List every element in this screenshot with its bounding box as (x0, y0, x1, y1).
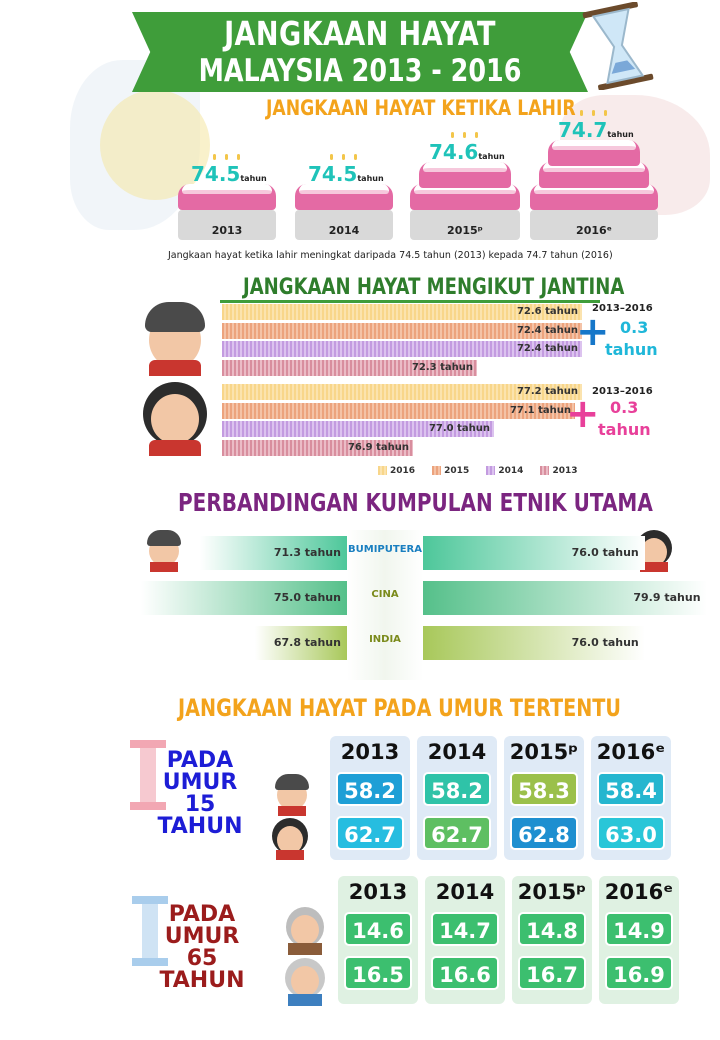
legend-item-2015: 2015 (432, 466, 469, 476)
ethnic-group-label: BUMIPUTERA (348, 544, 422, 555)
candle-flame-icon (237, 154, 240, 160)
table-cell: 14.8 (518, 912, 586, 946)
age15-female-avatar (268, 816, 312, 860)
cake-year-label: 2016ᵉ (576, 224, 612, 237)
candle-flame-icon (213, 154, 216, 160)
birth-note: Jangkaan hayat ketika lahir meningkat daripada 74.5 tahun (2013) kepada 74.7 tahun (2016) (168, 250, 613, 261)
male-change-period: 2013–2016 (592, 303, 653, 314)
table-cell: 63.0 (597, 816, 665, 850)
candle-flame-icon (580, 110, 583, 116)
ethnic-male-bar: 71.3 tahun (200, 536, 347, 570)
gender-bar: 72.4 tahun (222, 341, 582, 357)
candle-flame-icon (354, 154, 357, 160)
gender-section-title: JANGKAAN HAYAT MENGIKUT JANTINA (243, 275, 625, 300)
cake-value-number: 74.7 (558, 118, 608, 142)
year-header: 2015ᵖ (517, 880, 587, 904)
gender-bar: 72.3 tahun (222, 360, 477, 376)
candle-flame-icon (463, 132, 466, 138)
age65-male-avatar (282, 905, 328, 955)
table-cell: 16.9 (605, 956, 673, 990)
cake-value-unit: tahun (607, 130, 634, 139)
gender-bar: 72.4 tahun (222, 323, 582, 339)
candle-flame-icon (225, 154, 228, 160)
candle-flame-icon (342, 154, 345, 160)
birth-section-title: JANGKAAN HAYAT KETIKA LAHIR (266, 96, 576, 120)
cake-value (191, 162, 267, 186)
candle-flame-icon (475, 132, 478, 138)
cake-value-unit: tahun (478, 152, 505, 161)
ethnic-group-label: CINA (371, 589, 399, 600)
gender-title-underline (220, 300, 600, 303)
candle-flame-icon (330, 154, 333, 160)
cake-year-label: 2013 (211, 224, 243, 237)
cake-year-label: 2014 (328, 224, 360, 237)
gender-bar: 77.2 tahun (222, 384, 582, 400)
female-change-period: 2013–2016 (592, 386, 653, 397)
table-cell: 16.7 (518, 956, 586, 990)
cake-value (308, 162, 384, 186)
age-section-title: JANGKAAN HAYAT PADA UMUR TERTENTU (178, 694, 621, 722)
male-plus-icon: + (576, 309, 610, 355)
male-change-value: 0.3 (620, 318, 649, 337)
cake-value-unit: tahun (240, 174, 267, 183)
table-cell: 58.4 (597, 772, 665, 806)
table-cell: 62.8 (510, 816, 578, 850)
age65-female-avatar (282, 956, 328, 1006)
candle-flame-icon (604, 110, 607, 116)
candle-flame-icon (592, 110, 595, 116)
cake-value-unit: tahun (357, 174, 384, 183)
gender-bar: 77.0 tahun (222, 421, 494, 437)
table-cell: 62.7 (336, 816, 404, 850)
year-header: 2016ᵉ (604, 880, 674, 904)
age15-male-avatar (270, 772, 314, 816)
table-cell: 16.6 (431, 956, 499, 990)
female-change-unit: tahun (598, 420, 651, 439)
cake-value-number: 74.5 (191, 162, 241, 186)
year-header: 2013 (340, 740, 400, 764)
table-cell: 58.2 (336, 772, 404, 806)
ethnic-male-avatar (142, 528, 186, 572)
cake-value (429, 140, 505, 164)
year-header: 2015ᵖ (509, 740, 579, 764)
gender-bar: 72.6 tahun (222, 304, 582, 320)
gender-bar: 76.9 tahun (222, 440, 413, 456)
gender-legend (378, 458, 590, 477)
legend-item-2016: 2016 (378, 466, 415, 476)
table-cell: 58.3 (510, 772, 578, 806)
ethnic-male-bar: 67.8 tahun (255, 626, 347, 660)
ethnic-female-bar: 79.9 tahun (423, 581, 707, 615)
year-header: 2014 (427, 740, 487, 764)
table-cell: 14.6 (344, 912, 412, 946)
male-change-unit: tahun (605, 340, 658, 359)
table-cell: 58.2 (423, 772, 491, 806)
year-header: 2013 (348, 880, 408, 904)
page-title: JANGKAAN HAYAT (224, 14, 496, 53)
hourglass-icon (578, 2, 658, 90)
page-subtitle: MALAYSIA 2013 - 2016 (198, 53, 522, 89)
cake-value-number: 74.5 (308, 162, 358, 186)
year-header: 2014 (435, 880, 495, 904)
table-cell: 14.7 (431, 912, 499, 946)
female-avatar (135, 378, 215, 458)
cake-value (558, 118, 634, 142)
male-avatar (135, 298, 215, 378)
age15-label: PADA UMUR 15 TAHUN (157, 748, 243, 839)
legend-item-2014: 2014 (486, 466, 523, 476)
table-cell: 16.5 (344, 956, 412, 990)
year-header: 2016ᵉ (596, 740, 666, 764)
ethnic-female-bar: 76.0 tahun (423, 536, 645, 570)
cake-year-label: 2015ᵖ (447, 224, 483, 237)
ethnic-group-label: INDIA (369, 634, 401, 645)
gender-bar: 77.1 tahun (222, 403, 575, 419)
table-cell: 14.9 (605, 912, 673, 946)
age65-label: PADA UMUR 65 TAHUN (159, 902, 245, 993)
cake-value-number: 74.6 (429, 140, 479, 164)
legend-item-2013: 2013 (540, 466, 577, 476)
ethnic-section-title: PERBANDINGAN KUMPULAN ETNIK UTAMA (178, 488, 653, 517)
ethnic-male-bar: 75.0 tahun (141, 581, 347, 615)
female-plus-icon: + (566, 391, 600, 437)
table-cell: 62.7 (423, 816, 491, 850)
ethnic-female-bar: 76.0 tahun (423, 626, 645, 660)
female-change-value: 0.3 (610, 398, 639, 417)
candle-flame-icon (451, 132, 454, 138)
